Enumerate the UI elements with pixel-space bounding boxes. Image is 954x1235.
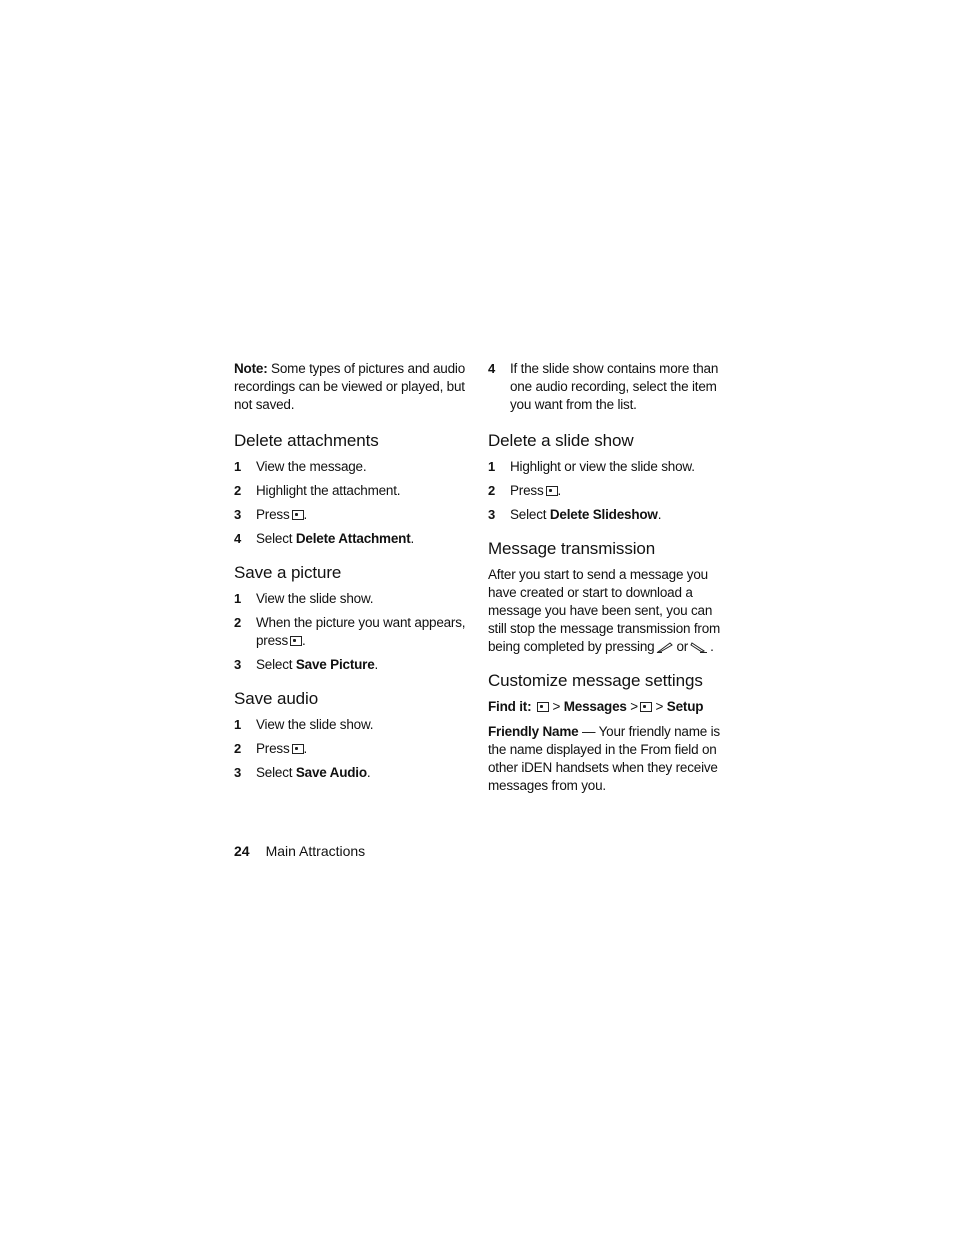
step-number: 4 xyxy=(488,361,496,376)
list-item xyxy=(234,482,466,500)
right-column xyxy=(488,360,724,795)
friendly-name-paragraph xyxy=(488,723,724,795)
menu-key-icon xyxy=(537,702,549,712)
page-number: 24 xyxy=(234,843,250,859)
step-text: If the slide show contains more than one audio recording, select the item you want from the list. xyxy=(510,361,719,412)
list-item xyxy=(234,530,466,548)
step-command: Save Audio xyxy=(295,765,367,780)
save-audio-steps xyxy=(234,716,466,782)
step-text: Press xyxy=(256,741,290,756)
page-footer xyxy=(234,843,365,859)
list-item xyxy=(488,360,724,414)
note-text: Some types of pictures and audio recordings can be viewed or played, but not saved. xyxy=(234,361,466,412)
find-it-path xyxy=(488,698,724,716)
end-text: . xyxy=(710,639,714,654)
list-item xyxy=(234,740,466,758)
find-it-label: Find it: xyxy=(488,699,532,714)
step-suffix: . xyxy=(374,657,379,672)
step-suffix: . xyxy=(557,483,562,498)
message-transmission-body xyxy=(488,566,724,656)
step-number: 1 xyxy=(234,591,242,606)
step-text: When the picture you want appears, press xyxy=(256,615,466,648)
step-suffix: . xyxy=(302,633,306,648)
step-suffix: . xyxy=(303,741,308,756)
or-text: or xyxy=(676,639,689,654)
step-number: 4 xyxy=(234,531,242,546)
menu-key-icon xyxy=(290,636,302,646)
path-separator: > xyxy=(655,699,664,714)
step-text: View the slide show. xyxy=(256,717,374,732)
step-number: 2 xyxy=(234,741,242,756)
section-title: Main Attractions xyxy=(265,843,366,859)
body-text: After you start to send a message you have created or start to download a message you have been sent, you can still stop the message transmission from being completed by pressing xyxy=(488,567,721,654)
left-softkey-icon xyxy=(656,641,674,653)
path-setup: Setup xyxy=(666,699,704,714)
step-text: Press xyxy=(510,483,544,498)
step-command: Delete Slideshow xyxy=(549,507,658,522)
step-text: View the slide show. xyxy=(256,591,374,606)
path-separator: > xyxy=(552,699,561,714)
heading-customize-settings: Customize message settings xyxy=(488,671,703,690)
delete-attachments-steps xyxy=(234,458,466,548)
list-item xyxy=(234,614,466,650)
step-text: Select xyxy=(256,531,296,546)
step-number: 3 xyxy=(234,507,242,522)
menu-key-icon xyxy=(640,702,652,712)
step-text: Highlight the attachment. xyxy=(256,483,401,498)
list-item xyxy=(488,458,724,476)
note-label: Note: xyxy=(234,361,268,376)
menu-key-icon xyxy=(292,744,304,754)
list-item xyxy=(234,716,466,734)
heading-delete-slideshow: Delete a slide show xyxy=(488,431,634,450)
right-softkey-icon xyxy=(690,641,708,653)
step-command: Delete Attachment xyxy=(295,531,411,546)
left-column xyxy=(234,360,466,782)
step-suffix: . xyxy=(410,531,415,546)
step-suffix: . xyxy=(303,507,308,522)
heading-save-audio: Save audio xyxy=(234,689,319,708)
heading-delete-attachments: Delete attachments xyxy=(234,431,379,450)
step-number: 2 xyxy=(488,483,496,498)
step-text: Highlight or view the slide show. xyxy=(510,459,695,474)
step-number: 1 xyxy=(234,717,242,732)
step-command: Save Picture xyxy=(295,657,375,672)
step-number: 3 xyxy=(234,657,242,672)
step-number: 3 xyxy=(488,507,496,522)
step-suffix: . xyxy=(657,507,662,522)
step-text: Select xyxy=(256,657,296,672)
heading-message-transmission: Message transmission xyxy=(488,539,656,558)
step-text: View the message. xyxy=(256,459,367,474)
path-separator: > xyxy=(630,699,638,714)
list-item xyxy=(234,590,466,608)
step-text: Select xyxy=(256,765,296,780)
list-item xyxy=(234,764,466,782)
note-paragraph xyxy=(234,360,466,414)
step-number: 2 xyxy=(234,483,242,498)
step-number: 1 xyxy=(488,459,496,474)
save-picture-steps xyxy=(234,590,466,674)
step-number: 1 xyxy=(234,459,242,474)
list-item xyxy=(234,458,466,476)
path-messages: Messages xyxy=(563,699,627,714)
list-item xyxy=(488,506,724,524)
slideshow-step-4 xyxy=(488,360,724,414)
step-suffix: . xyxy=(366,765,371,780)
list-item xyxy=(234,506,466,524)
friendly-name-label: Friendly Name xyxy=(488,724,579,739)
friendly-name-text: — Your friendly name is the name displayed in the From field on other iDEN handsets when they receive messages from you. xyxy=(488,724,720,793)
step-text: Select xyxy=(510,507,550,522)
menu-key-icon xyxy=(292,510,304,520)
delete-slideshow-steps xyxy=(488,458,724,524)
step-text: Press xyxy=(256,507,290,522)
list-item xyxy=(234,656,466,674)
heading-save-picture: Save a picture xyxy=(234,563,342,582)
list-item xyxy=(488,482,724,500)
step-number: 2 xyxy=(234,615,242,630)
menu-key-icon xyxy=(546,486,558,496)
step-number: 3 xyxy=(234,765,242,780)
